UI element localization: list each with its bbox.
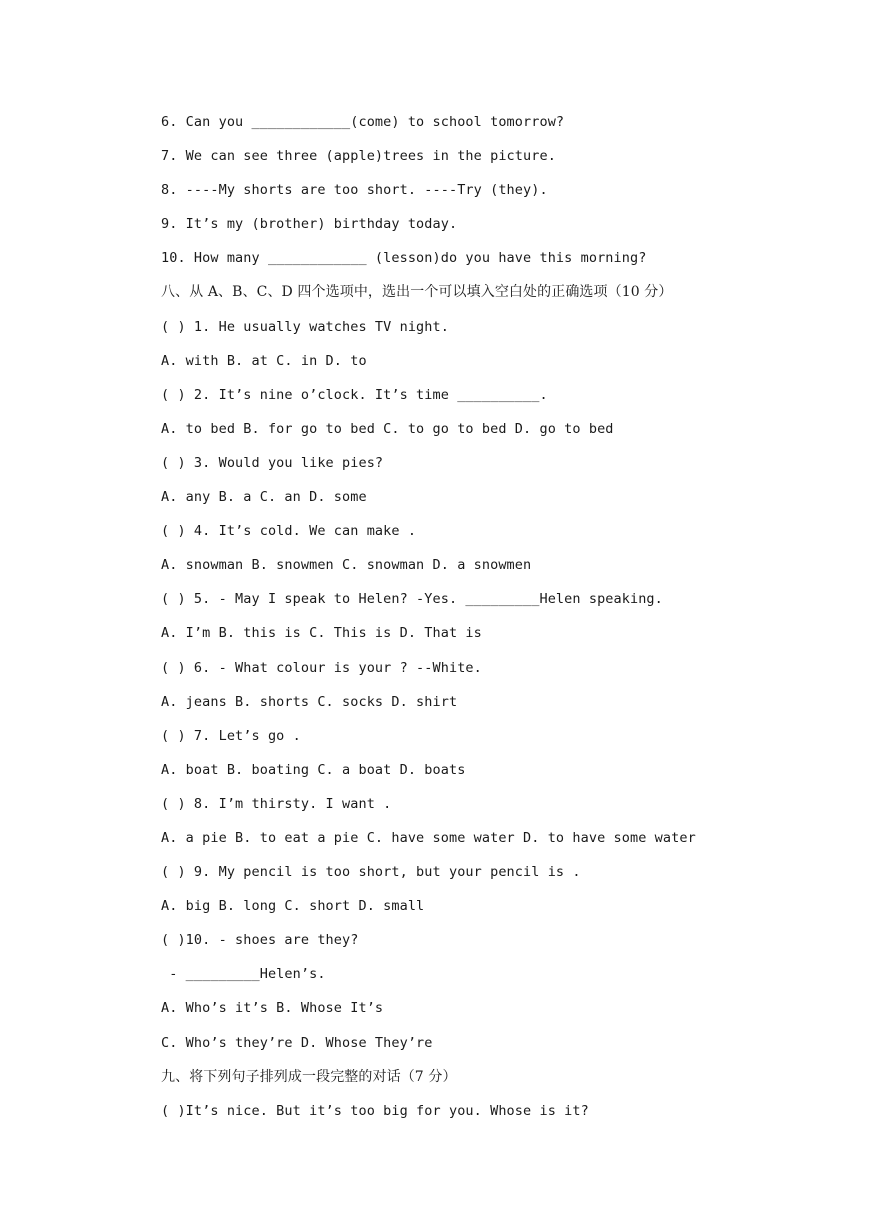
question-line: ( ) 6. - What colour is your ? --White. [161, 659, 482, 676]
question-line: ( )10. - shoes are they? [161, 932, 359, 949]
option-line: A. I’m B. this is C. This is D. That is [161, 625, 482, 642]
option-line: A. snowman B. snowmen C. snowman D. a snowmen [161, 557, 532, 574]
question-line: ( ) 4. It’s cold. We can make . [161, 523, 417, 540]
option-line: A. to bed B. for go to bed C. to go to bed D. go to bed [161, 420, 614, 437]
question-line: 10. How many ____________ (lesson)do you have this morning? [161, 250, 647, 267]
option-line: A. any B. a C. an D. some [161, 489, 367, 506]
question-line: ( ) 3. Would you like pies? [161, 454, 384, 471]
option-line: A. a pie B. to eat a pie C. have some water D. to have some water [161, 829, 696, 846]
question-line: ( ) 1. He usually watches TV night. [161, 318, 449, 335]
question-line: ( ) 8. I’m thirsty. I want . [161, 795, 392, 812]
question-line: ( ) 2. It’s nine o’clock. It’s time __________. [161, 386, 548, 403]
question-line: 9. It’s my (brother) birthday today. [161, 216, 458, 233]
option-line: C. Who’s they’re D. Whose They’re [161, 1034, 433, 1051]
option-line: A. big B. long C. short D. small [161, 898, 425, 915]
question-line: ( ) 5. - May I speak to Helen? -Yes. _________Helen speaking. [161, 591, 663, 608]
question-line: 6. Can you ____________(come) to school tomorrow? [161, 114, 565, 130]
document-body [161, 111, 821, 1134]
question-line: ( )It’s nice. But it’s too big for you. Whose is it? [161, 1102, 589, 1119]
question-line: ( ) 7. Let’s go . [161, 727, 301, 744]
section-heading: 九、将下列句子排列成一段完整的对话（7 分） [161, 1068, 457, 1085]
section-heading: 八、从 A、B、C、D 四个选项中，选出一个可以填入空白处的正确选项（10 分） [161, 284, 673, 301]
option-line: A. with B. at C. in D. to [161, 352, 367, 369]
option-line: A. boat B. boating C. a boat D. boats [161, 761, 466, 778]
question-line: 7. We can see three (apple)trees in the picture. [161, 148, 556, 165]
question-line: ( ) 9. My pencil is too short, but your pencil is . [161, 864, 581, 881]
question-line: 8. ----My shorts are too short. ----Try (they). [161, 182, 548, 199]
option-line: A. Who’s it’s B. Whose It’s [161, 1000, 384, 1017]
question-line: - _________Helen’s. [161, 966, 326, 983]
option-line: A. jeans B. shorts C. socks D. shirt [161, 693, 458, 710]
